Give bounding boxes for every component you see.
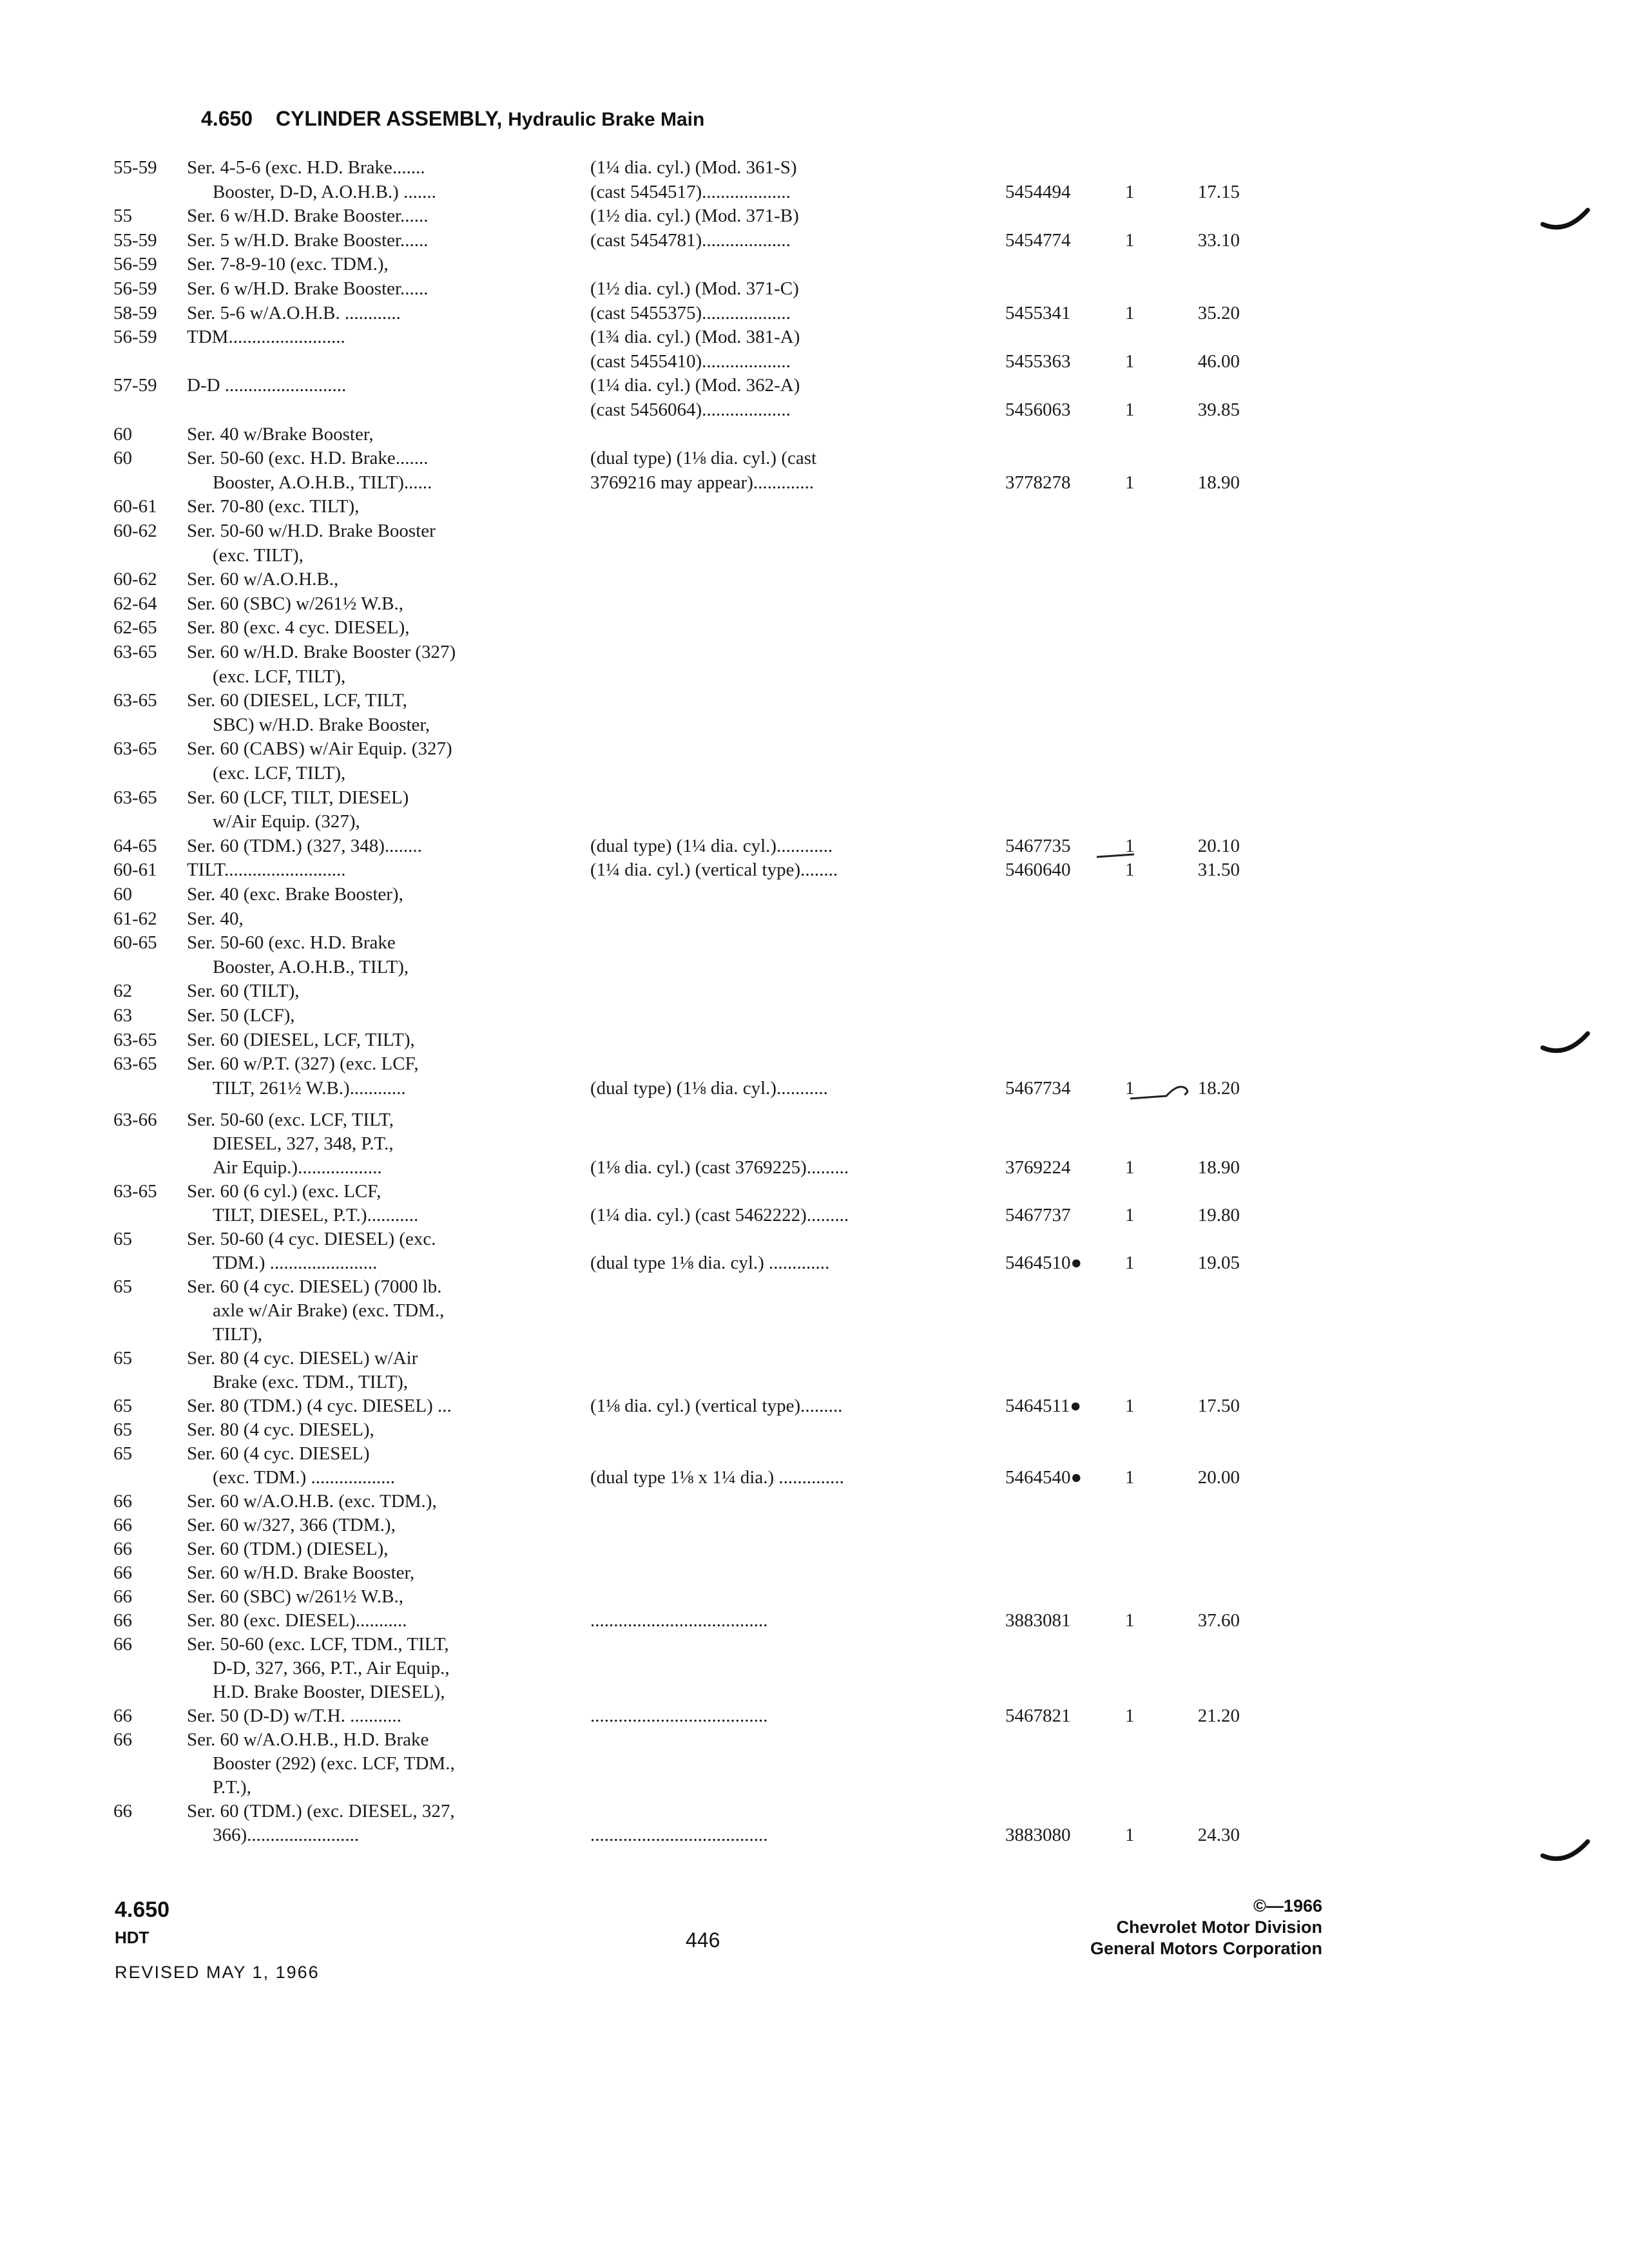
- footer-code: HDT: [115, 1928, 149, 1947]
- row-years: 66: [113, 1562, 132, 1583]
- row-description: (1¾ dia. cyl.) (Mod. 381-A): [590, 327, 800, 347]
- table-row: [0, 1251, 1629, 1275]
- row-price: 19.05: [1197, 1253, 1240, 1273]
- row-application: Ser. 60 (SBC) w/261½ W.B.,: [187, 1586, 403, 1607]
- table-row: [0, 1514, 1629, 1537]
- table-row: [0, 1347, 1629, 1370]
- row-years: 62-65: [113, 617, 157, 638]
- row-part-number: 3883080: [1005, 1825, 1071, 1845]
- row-description: (1½ dia. cyl.) (Mod. 371-C): [590, 278, 799, 299]
- table-row: [0, 907, 1629, 931]
- row-application: Ser. 60 (4 cyc. DIESEL) (7000 lb.: [187, 1276, 442, 1297]
- row-part-number: 3778278: [1005, 472, 1071, 493]
- row-years: 63-65: [113, 642, 157, 662]
- row-price: 24.30: [1197, 1825, 1240, 1845]
- row-application: Ser. 60 (DIESEL, LCF, TILT,: [187, 690, 407, 711]
- row-application: Ser. 60 (4 cyc. DIESEL): [187, 1443, 370, 1464]
- row-years: 63-66: [113, 1110, 157, 1130]
- row-application: Booster, A.O.H.B., TILT),: [213, 957, 409, 977]
- row-part-number: 5467821: [1005, 1706, 1071, 1726]
- row-application: Ser. 50-60 (4 cyc. DIESEL) (exc.: [187, 1229, 436, 1249]
- row-application: Ser. 60 (DIESEL, LCF, TILT),: [187, 1030, 415, 1050]
- row-years: 63-65: [113, 738, 157, 759]
- table-row: [0, 1299, 1629, 1323]
- table-row: [0, 1823, 1629, 1847]
- table-row: [0, 786, 1629, 810]
- row-years: 65: [113, 1276, 132, 1297]
- row-application: Ser. 50-60 (exc. H.D. Brake: [187, 932, 396, 953]
- row-price: 46.00: [1197, 351, 1240, 372]
- row-part-number: 5464540●: [1005, 1467, 1083, 1488]
- row-price: 33.10: [1197, 230, 1240, 251]
- row-quantity: 1: [1125, 230, 1135, 251]
- table-row: [0, 1442, 1629, 1466]
- row-application: (exc. LCF, TILT),: [213, 666, 346, 687]
- table-row: [0, 931, 1629, 955]
- row-years: 62-64: [113, 593, 157, 614]
- row-application: TILT..........................: [187, 860, 346, 880]
- row-application: Ser. 50-60 w/H.D. Brake Booster: [187, 521, 436, 541]
- row-application: H.D. Brake Booster, DIESEL),: [213, 1682, 445, 1702]
- row-years: 61-62: [113, 908, 157, 929]
- row-price: 20.10: [1197, 836, 1240, 856]
- row-description: (1¼ dia. cyl.) (Mod. 361-S): [590, 157, 797, 178]
- table-row: [0, 1323, 1629, 1347]
- row-application: Air Equip.)..................: [213, 1157, 382, 1178]
- table-row: [0, 883, 1629, 907]
- footer-revised-date: REVISED MAY 1, 1966: [115, 1963, 320, 1982]
- table-row: [0, 1132, 1629, 1156]
- row-quantity: 1: [1125, 1078, 1135, 1099]
- row-price: 17.50: [1197, 1396, 1240, 1416]
- table-row: [0, 1585, 1629, 1609]
- row-part-number: 5455363: [1005, 351, 1071, 372]
- row-years: 63-65: [113, 787, 157, 808]
- table-row: [0, 1537, 1629, 1561]
- row-application: Ser. 40,: [187, 908, 244, 929]
- table-row: [0, 1680, 1629, 1704]
- row-application: Ser. 60 w/327, 366 (TDM.),: [187, 1515, 396, 1535]
- row-description: (dual type) (1¼ dia. cyl.)............: [590, 836, 833, 856]
- row-part-number: 5454774: [1005, 230, 1071, 251]
- row-application: Ser. 60 (TDM.) (DIESEL),: [187, 1539, 389, 1559]
- row-years: 66: [113, 1539, 132, 1559]
- row-quantity: 1: [1125, 1157, 1135, 1178]
- row-application: SBC) w/H.D. Brake Booster,: [213, 715, 430, 735]
- table-row: [0, 1108, 1629, 1132]
- row-application: w/Air Equip. (327),: [213, 811, 360, 832]
- row-part-number: 5467735: [1005, 836, 1071, 856]
- row-years: 63-65: [113, 1053, 157, 1074]
- table-row: [0, 447, 1629, 470]
- row-part-number: 5467734: [1005, 1078, 1071, 1099]
- row-years: 66: [113, 1634, 132, 1655]
- row-application: TILT, 261½ W.B.)............: [213, 1078, 406, 1099]
- row-application: Booster, A.O.H.B., TILT)......: [213, 472, 432, 493]
- row-years: 66: [113, 1706, 132, 1726]
- row-description: (dual type) (1⅛ dia. cyl.)...........: [590, 1078, 828, 1099]
- row-application: Ser. 60 w/A.O.H.B. (exc. TDM.),: [187, 1491, 437, 1512]
- row-application: Ser. 60 (TILT),: [187, 981, 300, 1001]
- row-price: 17.15: [1197, 182, 1240, 202]
- row-application: Ser. 50-60 (exc. H.D. Brake.......: [187, 448, 429, 468]
- row-application: P.T.),: [213, 1777, 251, 1798]
- row-price: 35.20: [1197, 303, 1240, 323]
- table-row: [0, 1752, 1629, 1776]
- row-application: Ser. 80 (exc. 4 cyc. DIESEL),: [187, 617, 410, 638]
- row-years: 63-65: [113, 690, 157, 711]
- table-row: [0, 229, 1629, 253]
- row-description: ......................................: [590, 1825, 768, 1845]
- row-years: 60: [113, 424, 132, 445]
- row-description: (cast 5455410)...................: [590, 351, 791, 372]
- row-quantity: 1: [1125, 351, 1135, 372]
- row-years: 55-59: [113, 230, 157, 251]
- row-application: D-D ..........................: [187, 375, 347, 396]
- row-application: (exc. LCF, TILT),: [213, 763, 346, 783]
- scan-tick-mark: [1540, 205, 1592, 237]
- table-row: [0, 1227, 1629, 1251]
- row-years: 65: [113, 1443, 132, 1464]
- row-years: 60-62: [113, 521, 157, 541]
- row-quantity: 1: [1125, 182, 1135, 202]
- table-row: [0, 1004, 1629, 1028]
- table-row: [0, 277, 1629, 301]
- row-quantity: 1: [1125, 1610, 1135, 1631]
- row-application: TILT),: [213, 1324, 263, 1345]
- table-row: [0, 1077, 1629, 1100]
- table-row: [0, 1204, 1629, 1227]
- row-quantity: 1: [1125, 836, 1135, 856]
- row-description: (dual type 1⅛ x 1¼ dia.) ..............: [590, 1467, 844, 1488]
- row-application: Ser. 80 (4 cyc. DIESEL) w/Air: [187, 1348, 418, 1369]
- row-description: (cast 5455375)...................: [590, 303, 791, 323]
- row-years: 60-61: [113, 496, 157, 517]
- row-description: ......................................: [590, 1610, 768, 1631]
- row-years: 63: [113, 1005, 132, 1026]
- row-application: Ser. 50 (LCF),: [187, 1005, 295, 1026]
- row-application: Ser. 60 (TDM.) (327, 348)........: [187, 836, 422, 856]
- table-row: [0, 1052, 1629, 1076]
- table-row: [0, 1418, 1629, 1442]
- row-years: 57-59: [113, 375, 157, 396]
- row-quantity: 1: [1125, 1205, 1135, 1225]
- row-years: 60: [113, 884, 132, 905]
- row-price: 18.90: [1197, 472, 1240, 493]
- table-row: [0, 834, 1629, 858]
- row-price: 18.90: [1197, 1157, 1240, 1178]
- row-application: Ser. 80 (exc. DIESEL)...........: [187, 1610, 407, 1631]
- table-row: [0, 495, 1629, 519]
- row-years: 60-62: [113, 569, 157, 590]
- row-application: Ser. 80 (4 cyc. DIESEL),: [187, 1419, 374, 1440]
- row-application: Ser. 60 (TDM.) (exc. DIESEL, 327,: [187, 1801, 455, 1821]
- row-years: 55-59: [113, 157, 157, 178]
- table-row: [0, 592, 1629, 616]
- table-row: [0, 858, 1629, 882]
- row-description: (dual type 1⅛ dia. cyl.) .............: [590, 1253, 830, 1273]
- row-application: Ser. 60 w/A.O.H.B., H.D. Brake: [187, 1729, 429, 1750]
- table-row: [0, 1275, 1629, 1299]
- table-row: [0, 374, 1629, 398]
- row-years: 63-65: [113, 1181, 157, 1202]
- table-row: [0, 616, 1629, 640]
- table-row: [0, 737, 1629, 761]
- row-quantity: 1: [1125, 1706, 1135, 1726]
- row-application: Ser. 6 w/H.D. Brake Booster......: [187, 278, 429, 299]
- row-years: 56-59: [113, 254, 157, 274]
- table-row: [0, 1370, 1629, 1394]
- row-part-number: 5464510●: [1005, 1253, 1083, 1273]
- table-row: [0, 1704, 1629, 1728]
- section-subtitle: Hydraulic Brake Main: [508, 109, 705, 130]
- row-years: 60-61: [113, 860, 157, 880]
- table-row: [0, 1728, 1629, 1752]
- row-years: 58-59: [113, 303, 157, 323]
- row-application: Ser. 50-60 (exc. LCF, TDM., TILT,: [187, 1634, 449, 1655]
- row-price: 39.85: [1197, 399, 1240, 420]
- corporation-line: General Motors Corporation: [1090, 1939, 1322, 1958]
- row-quantity: 1: [1125, 399, 1135, 420]
- row-application: TDM.........................: [187, 327, 345, 347]
- table-row: [0, 979, 1629, 1003]
- row-price: 19.80: [1197, 1205, 1240, 1225]
- row-application: (exc. TDM.) ..................: [213, 1467, 395, 1488]
- row-years: 65: [113, 1419, 132, 1440]
- row-quantity: 1: [1125, 303, 1135, 323]
- row-years: 66: [113, 1729, 132, 1750]
- row-application: Ser. 60 w/P.T. (327) (exc. LCF,: [187, 1053, 419, 1074]
- row-years: 66: [113, 1491, 132, 1512]
- copyright-line: ©—1966: [1253, 1896, 1322, 1916]
- table-row: [0, 325, 1629, 349]
- table-row: [0, 544, 1629, 568]
- table-row: [0, 1156, 1629, 1180]
- row-quantity: 1: [1125, 1467, 1135, 1488]
- row-part-number: 5456063: [1005, 399, 1071, 420]
- row-application: 366)........................: [213, 1825, 360, 1845]
- row-application: Ser. 4-5-6 (exc. H.D. Brake.......: [187, 157, 425, 178]
- row-application: Ser. 5 w/H.D. Brake Booster......: [187, 230, 429, 251]
- row-application: Ser. 60 w/H.D. Brake Booster,: [187, 1562, 415, 1583]
- table-row: [0, 350, 1629, 374]
- row-application: Ser. 5-6 w/A.O.H.B. ............: [187, 303, 401, 323]
- table-row: [0, 1394, 1629, 1418]
- row-years: 63-65: [113, 1030, 157, 1050]
- row-description: (1¼ dia. cyl.) (vertical type)........: [590, 860, 838, 880]
- row-price: 20.00: [1197, 1467, 1240, 1488]
- row-part-number: 5460640: [1005, 860, 1071, 880]
- table-row: [0, 1561, 1629, 1585]
- footer-section-number: 4.650: [115, 1898, 170, 1922]
- table-row: [0, 810, 1629, 834]
- table-row: [0, 398, 1629, 422]
- table-row: [0, 423, 1629, 447]
- row-price: 18.20: [1197, 1078, 1240, 1099]
- table-row: [0, 1490, 1629, 1514]
- row-quantity: 1: [1125, 860, 1135, 880]
- row-description: ......................................: [590, 1706, 768, 1726]
- row-years: 66: [113, 1586, 132, 1607]
- row-description: (dual type) (1⅛ dia. cyl.) (cast: [590, 448, 817, 468]
- row-years: 66: [113, 1515, 132, 1535]
- table-row: [0, 204, 1629, 228]
- row-application: Ser. 60 (6 cyl.) (exc. LCF,: [187, 1181, 381, 1202]
- row-description: 3769216 may appear).............: [590, 472, 815, 493]
- row-years: 56-59: [113, 327, 157, 347]
- row-years: 65: [113, 1348, 132, 1369]
- row-years: 66: [113, 1610, 132, 1631]
- row-part-number: 5464511●: [1005, 1396, 1081, 1416]
- row-application: Ser. 50 (D-D) w/T.H. ...........: [187, 1706, 401, 1726]
- table-row: [0, 1776, 1629, 1800]
- row-price: 31.50: [1197, 860, 1240, 880]
- row-part-number: 5467737: [1005, 1205, 1071, 1225]
- table-row: [0, 689, 1629, 713]
- row-years: 65: [113, 1229, 132, 1249]
- row-application: Ser. 70-80 (exc. TILT),: [187, 496, 360, 517]
- table-row: [0, 471, 1629, 495]
- row-description: (cast 5454781)...................: [590, 230, 791, 251]
- pencil-check-mark: [1128, 1079, 1199, 1105]
- row-application: TDM.) .......................: [213, 1253, 378, 1273]
- division-line: Chevrolet Motor Division: [1116, 1917, 1322, 1937]
- table-row: [0, 1180, 1629, 1204]
- table-row: [0, 253, 1629, 276]
- row-application: DIESEL, 327, 348, P.T.,: [213, 1133, 394, 1154]
- table-row: [0, 956, 1629, 979]
- section-heading: [201, 107, 704, 131]
- row-years: 66: [113, 1801, 132, 1821]
- page-number: 446: [686, 1928, 720, 1952]
- scan-tick-mark: [1540, 1028, 1592, 1061]
- row-application: axle w/Air Brake) (exc. TDM.,: [213, 1300, 445, 1321]
- pencil-dash-mark: [1095, 849, 1141, 862]
- table-row: [0, 1800, 1629, 1823]
- row-description: (1¼ dia. cyl.) (Mod. 362-A): [590, 375, 800, 396]
- row-application: TILT, DIESEL, P.T.)...........: [213, 1205, 419, 1225]
- row-description: (cast 5456064)...................: [590, 399, 791, 420]
- row-application: Ser. 80 (TDM.) (4 cyc. DIESEL) ...: [187, 1396, 452, 1416]
- row-price: 21.20: [1197, 1706, 1240, 1726]
- row-application: Ser. 50-60 (exc. LCF, TILT,: [187, 1110, 394, 1130]
- row-application: Ser. 6 w/H.D. Brake Booster......: [187, 206, 429, 226]
- table-row: [0, 640, 1629, 664]
- table-row: [0, 156, 1629, 180]
- table-row: [0, 302, 1629, 325]
- row-years: 55: [113, 206, 132, 226]
- table-row: [0, 665, 1629, 689]
- row-part-number: 5455341: [1005, 303, 1071, 323]
- row-description: (1¼ dia. cyl.) (cast 5462222).........: [590, 1205, 849, 1225]
- row-years: 60-65: [113, 932, 157, 953]
- row-quantity: 1: [1125, 1825, 1135, 1845]
- row-part-number: 3883081: [1005, 1610, 1071, 1631]
- row-part-number: 5454494: [1005, 182, 1071, 202]
- row-description: (cast 5454517)...................: [590, 182, 791, 202]
- table-row: [0, 180, 1629, 204]
- table-row: [0, 1466, 1629, 1490]
- row-part-number: 3769224: [1005, 1157, 1071, 1178]
- row-application: Ser. 40 (exc. Brake Booster),: [187, 884, 403, 905]
- row-application: Ser. 60 (CABS) w/Air Equip. (327): [187, 738, 452, 759]
- row-application: D-D, 327, 366, P.T., Air Equip.,: [213, 1658, 450, 1678]
- row-application: Ser. 7-8-9-10 (exc. TDM.),: [187, 254, 389, 274]
- row-description: (1⅛ dia. cyl.) (vertical type).........: [590, 1396, 843, 1416]
- row-description: (1⅛ dia. cyl.) (cast 3769225).........: [590, 1157, 849, 1178]
- row-years: 65: [113, 1396, 132, 1416]
- row-description: (1½ dia. cyl.) (Mod. 371-B): [590, 206, 799, 226]
- table-row: [0, 519, 1629, 543]
- row-application: Ser. 60 w/H.D. Brake Booster (327): [187, 642, 456, 662]
- row-application: Brake (exc. TDM., TILT),: [213, 1372, 409, 1392]
- table-row: [0, 1609, 1629, 1633]
- section-title: CYLINDER ASSEMBLY,: [275, 107, 503, 130]
- table-row: [0, 1028, 1629, 1052]
- row-application: Booster (292) (exc. LCF, TDM.,: [213, 1753, 455, 1774]
- row-years: 62: [113, 981, 132, 1001]
- table-row: [0, 762, 1629, 785]
- section-number: 4.650: [201, 107, 253, 130]
- scan-tick-mark: [1540, 1836, 1592, 1869]
- table-row: [0, 1657, 1629, 1680]
- row-application: Booster, D-D, A.O.H.B.) .......: [213, 182, 436, 202]
- row-application: Ser. 60 (LCF, TILT, DIESEL): [187, 787, 409, 808]
- table-row: [0, 568, 1629, 591]
- row-years: 60: [113, 448, 132, 468]
- table-row: [0, 713, 1629, 737]
- row-quantity: 1: [1125, 1396, 1135, 1416]
- row-application: Ser. 60 w/A.O.H.B.,: [187, 569, 339, 590]
- row-years: 64-65: [113, 836, 157, 856]
- row-quantity: 1: [1125, 1253, 1135, 1273]
- row-years: 56-59: [113, 278, 157, 299]
- table-row: [0, 1633, 1629, 1657]
- row-application: Ser. 60 (SBC) w/261½ W.B.,: [187, 593, 403, 614]
- row-application: Ser. 40 w/Brake Booster,: [187, 424, 374, 445]
- footer-copyright-block: [1090, 1896, 1322, 1959]
- row-price: 37.60: [1197, 1610, 1240, 1631]
- row-application: (exc. TILT),: [213, 545, 304, 566]
- row-quantity: 1: [1125, 472, 1135, 493]
